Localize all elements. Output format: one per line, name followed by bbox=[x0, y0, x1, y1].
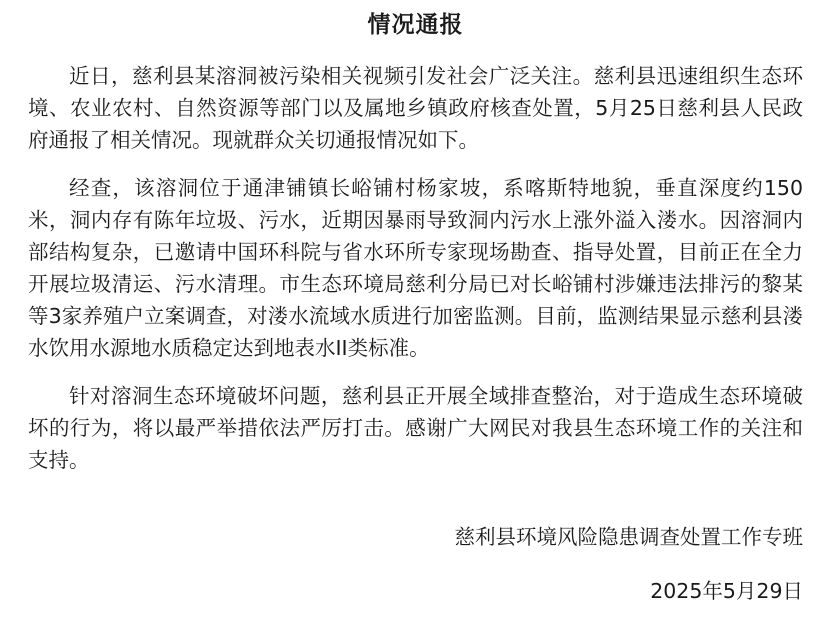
paragraph-actions: 针对溶洞生态环境破坏问题，慈利县正开展全域排查整治，对于造成生态环境破坏的行为，将以最严举措依法严厉打击。感谢广大网民对我县生态环境工作的关注和支持。 bbox=[28, 384, 803, 472]
issuer-signature: 慈利县环境风险隐患调查处置工作专班 bbox=[454, 525, 803, 549]
notice-title: 情况通报 bbox=[367, 12, 464, 38]
paragraph-intro: 近日，慈利县某溶洞被污染相关视频引发社会广泛关注。慈利县迅速组织生态环境、农业农村、自然资源等部门以及属地乡镇政府核查处置，5月25日慈利县人民政府通报了相关情况。现就群众关切通报情况如下。 bbox=[28, 64, 803, 152]
paragraph-findings: 经查，该溶洞位于通津铺镇长峪铺村杨家坡，系喀斯特地貌，垂直深度约150米，洞内存有陈年垃圾、污水，近期因暴雨导致洞内污水上涨外溢入溇水。因溶洞内部结构复杂，已邀请中国环科院与省水环所专家现场勘查、指导处置，目前正在全力开展垃圾清运、污水清理。市生态环境局慈利分局已对长峪铺村涉嫌违法排污的黎某等3家养殖户立案调查，对溇水流域水质进行加密监测。目前，监测结果显示慈利县溇水饮用水源地水质稳定达到地表水II类标准。 bbox=[28, 176, 803, 360]
issue-date: 2025年5月29日 bbox=[650, 579, 803, 603]
